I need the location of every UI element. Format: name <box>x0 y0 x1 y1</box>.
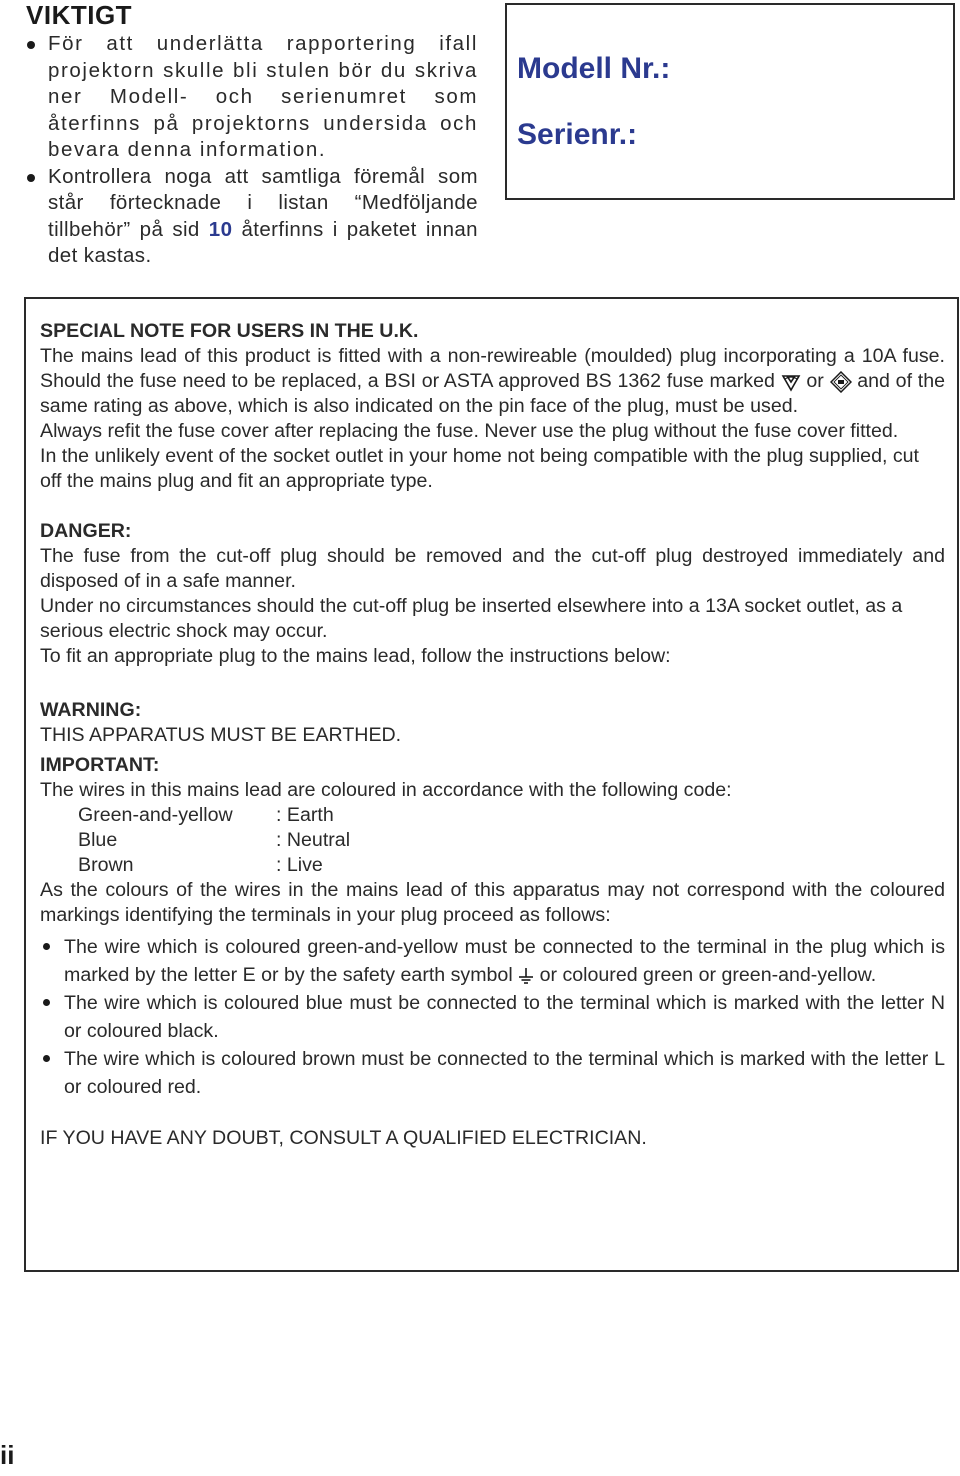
viktigt-bullet-1 <box>26 31 478 164</box>
colours-paragraph: As the colours of the wires in the mains lead of this apparatus may not correspond with the coloured markings identifying the terminals in your plug proceed as follows: <box>40 879 945 926</box>
viktigt-bullet-2 <box>26 164 478 270</box>
danger-heading: DANGER: <box>40 520 132 542</box>
danger-paragraph-1: The fuse from the cut-off plug should be removed and the cut-off plug destroyed immediately and disposed of in a safe manner. <box>40 545 945 592</box>
wiring-bullet-earth <box>40 933 945 989</box>
bullet-dot-icon <box>27 174 35 182</box>
warning-heading: WARNING: <box>40 699 142 721</box>
uk-note-paragraph-2: Always refit the fuse cover after replacing the fuse. Never use the plug without the fuse cover fitted. <box>40 420 899 442</box>
wire-meaning: : Neutral <box>276 829 351 851</box>
bullet-dot-icon <box>43 943 50 950</box>
earth-symbol-icon <box>518 966 534 986</box>
uk-note-paragraph-3: In the unlikely event of the socket outlet in your home not being compatible with the plug supplied, cut off the mains plug and fit an appropriate type. <box>40 445 919 492</box>
danger-paragraph-3: To fit an appropriate plug to the mains lead, follow the instructions below: <box>40 645 671 667</box>
bullet-dot-icon <box>43 1055 50 1062</box>
uk-note-content <box>40 319 945 1151</box>
earth-bullet-text-end: or coloured green or green-and-yellow. <box>534 964 877 986</box>
wiring-instructions-list <box>40 933 945 1101</box>
uk-note-heading: SPECIAL NOTE FOR USERS IN THE U.K. <box>40 320 419 342</box>
viktigt-bullet-1-text: För att underlätta rapportering ifall projektorn skulle bli stulen bör du skriva ner Modell- och serienumret som återfinns på projektorns undersida och bevara denna information. <box>48 32 478 161</box>
viktigt-list <box>26 31 478 270</box>
earth-bullet-text: The wire which is coloured green-and-yellow must be connected to the terminal in the plug which is marked by the letter E or by the safety earth symbol <box>64 936 945 986</box>
wire-row <box>78 853 945 878</box>
wiring-bullet-neutral <box>40 989 945 1045</box>
wire-row <box>78 828 945 853</box>
bullet-dot-icon <box>27 41 35 49</box>
viktigt-bullet-2-text-end: återfinns i paketet innan det kastas. <box>48 217 478 267</box>
important-heading: IMPORTANT: <box>40 754 160 776</box>
bullet-dot-icon <box>43 999 50 1006</box>
bsi-kitemark-icon <box>781 372 801 392</box>
page-reference: 10 <box>208 217 233 241</box>
wire-meaning: : Live <box>276 854 323 876</box>
p1-text-start: The mains lead of this product is fitted with a non-rewireable (moulded) plug incorporating a 10A fuse. Should the fuse need to be replaced, a BSI or ASTA approved BS 1362 fuse marked <box>40 345 945 392</box>
uk-note-paragraph-1 <box>40 344 945 419</box>
p1-text-end: and of the same rating as above, which is also indicated on the pin face of the plug, must be used. <box>40 370 945 417</box>
uk-special-note-box <box>24 297 959 1272</box>
live-bullet-text: The wire which is coloured brown must be connected to the terminal which is marked with the letter L or coloured red. <box>64 1048 945 1098</box>
wire-colour: Blue <box>78 829 118 851</box>
viktigt-bullet-2-text: Kontrollera noga att samtliga föremål som står förtecknade i listan “Medföljande tillbehör” på sid <box>48 164 478 241</box>
wiring-bullet-live <box>40 1045 945 1101</box>
wire-colour: Green-and-yellow <box>78 804 233 826</box>
wire-colour-table <box>78 803 945 878</box>
important-text: The wires in this mains lead are coloured in accordance with the following code: <box>40 779 732 801</box>
danger-paragraph-2: Under no circumstances should the cut-off plug be inserted elsewhere into a 13A socket outlet, as a serious electric shock may occur. <box>40 595 903 642</box>
serial-number-label: Serienr.: <box>517 118 638 151</box>
page-number: ii <box>0 1440 15 1470</box>
wire-colour: Brown <box>78 854 134 876</box>
model-number-label: Modell Nr.: <box>517 52 671 85</box>
warning-text: THIS APPARATUS MUST BE EARTHED. <box>40 724 402 746</box>
wire-meaning: : Earth <box>276 804 334 826</box>
wire-row <box>78 803 945 828</box>
model-serial-box <box>505 3 955 200</box>
viktigt-title: VIKTIGT <box>26 0 133 30</box>
consult-electrician-text: IF YOU HAVE ANY DOUBT, CONSULT A QUALIFIED ELECTRICIAN. <box>40 1127 647 1149</box>
neutral-bullet-text: The wire which is coloured blue must be connected to the terminal which is marked with the letter N or coloured black. <box>64 992 945 1042</box>
p1-text-or: or <box>800 370 830 392</box>
asta-mark-icon <box>830 371 852 393</box>
